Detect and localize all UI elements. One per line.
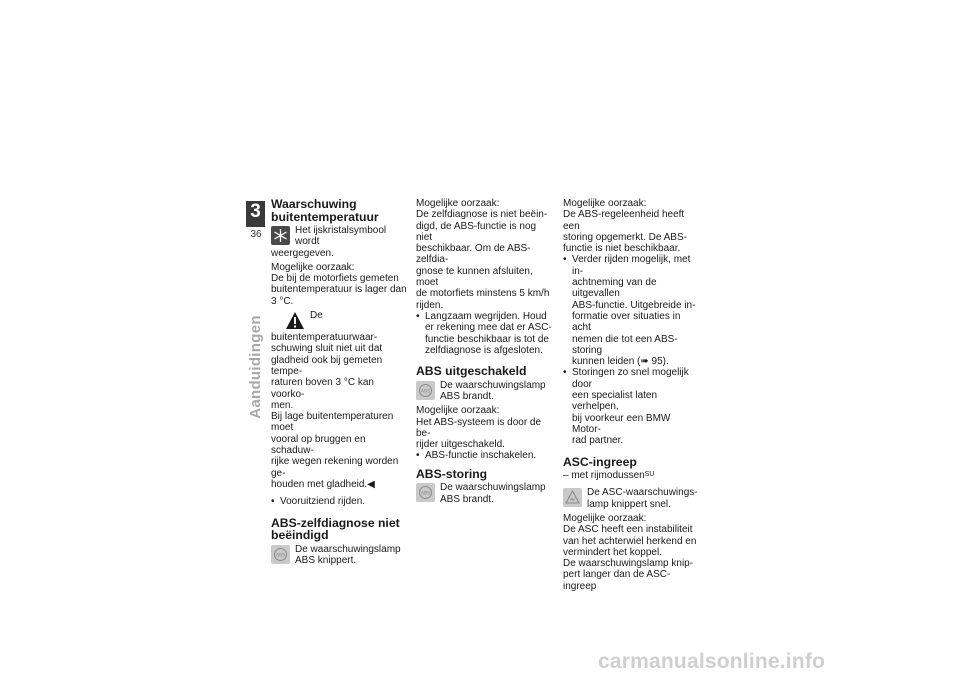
footer-watermark: carmanualsonline.info (598, 650, 826, 673)
list-item: • Vooruitziend rijden. (271, 496, 366, 508)
list-item: • Storingen zo snel mogelijk door een specialist laten verhelpen, bij voorkeur een BMW Motor- rad partner. (563, 367, 700, 446)
page-number: 36 (250, 229, 262, 240)
paragraph-line: digd, de ABS-functie is nog niet (416, 220, 537, 243)
paragraph-line: rijder uitgeschakeld. (416, 439, 505, 451)
paragraph-line: De bij de motorfiets gemeten (271, 273, 399, 285)
abs-warning-lamp-icon (416, 483, 435, 502)
list-item-text: bij voorkeur een BMW Motor- (572, 412, 671, 435)
cause-label: Mogelijke oorzaak: (271, 261, 355, 273)
warning-text: De buitentemperatuurwaar- (271, 310, 378, 344)
list-item-text: formatie over situaties in acht (572, 310, 681, 334)
column-3 (563, 198, 700, 592)
abs-warning-lamp-icon (416, 381, 435, 400)
paragraph-line: rijden. (416, 299, 444, 311)
paragraph-line: de motorfiets minstens 5 km/h (416, 288, 550, 300)
chapter-number: 3 (250, 201, 261, 222)
list-item: • ABS-functie inschakelen. (416, 450, 537, 462)
icon-text: De waarschuwingslamp (440, 482, 546, 494)
svg-text:ABS: ABS (421, 491, 430, 497)
list-item: • Verder rijden mogelijk, met in- achtneming van de uitgevallen ABS-functie. Uitgebreide in- formatie over situaties in acht nemen die tot een ABS-storing kunnen leiden (➠ 95). (563, 254, 700, 367)
paragraph-line: De zelfdiagnose is niet beëin- (416, 209, 548, 221)
paragraph-line: vermindert het koppel. (563, 546, 662, 558)
heading-line: buitentemperatuur (271, 209, 379, 224)
heading-outside-temperature-warning (271, 198, 408, 223)
riding-modes-note (563, 470, 700, 481)
heading-line: Waarschuwing (271, 197, 357, 211)
paragraph-line: functie is niet beschikbaar. (563, 243, 681, 255)
list-item-text: er rekening mee dat er ASC- (425, 322, 552, 334)
option-superscript: SU (644, 471, 655, 479)
paragraph-line: rijke wegen rekening worden ge- (271, 456, 399, 479)
heading-line: ABS-zelfdiagnose niet (271, 515, 400, 530)
paragraph-line: De waarschuwingslamp knip- (563, 558, 694, 570)
icon-text: Het ijskristalsymbool wordt (295, 225, 387, 248)
column-2 (416, 198, 552, 505)
chapter-tab-underline (246, 223, 265, 227)
side-label-text: Aanduidingen (247, 315, 264, 419)
cause-label: Mogelijke oorzaak: (563, 198, 647, 209)
paragraph-line: storing opgemerkt. De ABS- (563, 231, 687, 243)
paragraph-line: vooral op bruggen en schaduw- (271, 433, 366, 457)
paragraph-line: De ASC heeft een instabiliteit (563, 524, 693, 536)
list-item-text: rad partner. (572, 435, 624, 447)
paragraph-line: gladheid ook bij gemeten tempe- (271, 354, 383, 377)
list-item-text: nemen die tot een ABS-storing (572, 333, 678, 356)
list-item-text: een specialist laten verhelpen, (572, 390, 658, 413)
paragraph-line: 3 °C. (271, 295, 294, 307)
list-item-text: Verder rijden mogelijk, met in- (572, 254, 691, 277)
icon-text: ABS brandt. (440, 493, 494, 505)
warning-text: schuwing sluit niet uit dat (271, 343, 383, 355)
heading-abs-fault: ABS-storing (416, 466, 488, 481)
list-item-text: kunnen leiden (➠ 95). (572, 356, 669, 368)
column-1 (271, 198, 408, 566)
warning-triangle-icon (285, 311, 305, 330)
list-item-text: Storingen zo snel mogelijk door (572, 367, 689, 390)
paragraph-line: buitentemperatuur is lager dan (271, 284, 407, 296)
icon-text: De waarschuwingslamp (295, 543, 401, 555)
side-label (247, 315, 264, 419)
list-item-text: Langzaam wegrijden. Houd (425, 310, 547, 322)
svg-text:ABS: ABS (421, 389, 430, 395)
list-item-text: zelfdiagnose is afgesloten. (425, 344, 543, 356)
asc-warning-lamp-icon (563, 488, 582, 507)
icon-text: De ASC-waarschuwings- (587, 487, 698, 499)
icon-text: lamp knippert snel. (587, 498, 671, 510)
heading-asc-intervention: ASC-ingreep (563, 454, 637, 469)
paragraph-line: Het ABS-systeem is door de be- (416, 416, 542, 439)
icon-text: De waarschuwingslamp (440, 379, 546, 391)
paragraph-line: houden met gladheid.◀ (271, 478, 375, 490)
paragraph-line: Bij lage buitentemperaturen moet (271, 411, 394, 434)
icon-text: ABS brandt. (440, 390, 494, 402)
svg-text:ABS: ABS (276, 553, 285, 559)
icon-text: weergegeven. (271, 247, 334, 259)
ice-crystal-icon (271, 226, 290, 245)
heading-line: beëindigd (271, 528, 329, 543)
list-item-text: ABS-functie. Uitgebreide in- (572, 299, 696, 311)
paragraph-line: van het achterwiel herkend en (563, 535, 697, 547)
chapter-tab (246, 201, 265, 223)
cause-label: Mogelijke oorzaak: (563, 512, 647, 524)
list-item-text: functie beschikbaar is tot de (425, 333, 549, 345)
cause-label: Mogelijke oorzaak: (416, 405, 500, 417)
paragraph-line: De ABS-regeleenheid heeft een (563, 209, 685, 232)
heading-abs-self-diagnosis (271, 517, 408, 542)
list-item-text: ABS-functie inschakelen. (425, 450, 537, 462)
heading-abs-disabled: ABS uitgeschakeld (416, 364, 527, 379)
paragraph-line: beschikbaar. Om de ABS-zelfdia- (416, 243, 531, 266)
cause-label: Mogelijke oorzaak: (416, 198, 500, 209)
list-item-text: Vooruitziend rijden. (280, 496, 366, 508)
paragraph-line: men. (271, 399, 294, 411)
list-item: • Langzaam wegrijden. Houd er rekening mee dat er ASC- functie beschikbaar is tot de zelfdiagnose is afgesloten. (416, 310, 552, 356)
list-item-text: achtneming van de uitgevallen (572, 277, 657, 300)
paragraph-line: gnose te kunnen afsluiten, moet (416, 265, 533, 289)
paragraph-line: raturen boven 3 °C kan voorko- (271, 377, 374, 400)
riding-modes-text: – met rijmodussen (563, 470, 645, 482)
icon-text: ABS knippert. (295, 554, 357, 566)
paragraph-line: pert langer dan de ASC-ingreep (563, 569, 671, 592)
abs-warning-lamp-icon (271, 545, 290, 564)
